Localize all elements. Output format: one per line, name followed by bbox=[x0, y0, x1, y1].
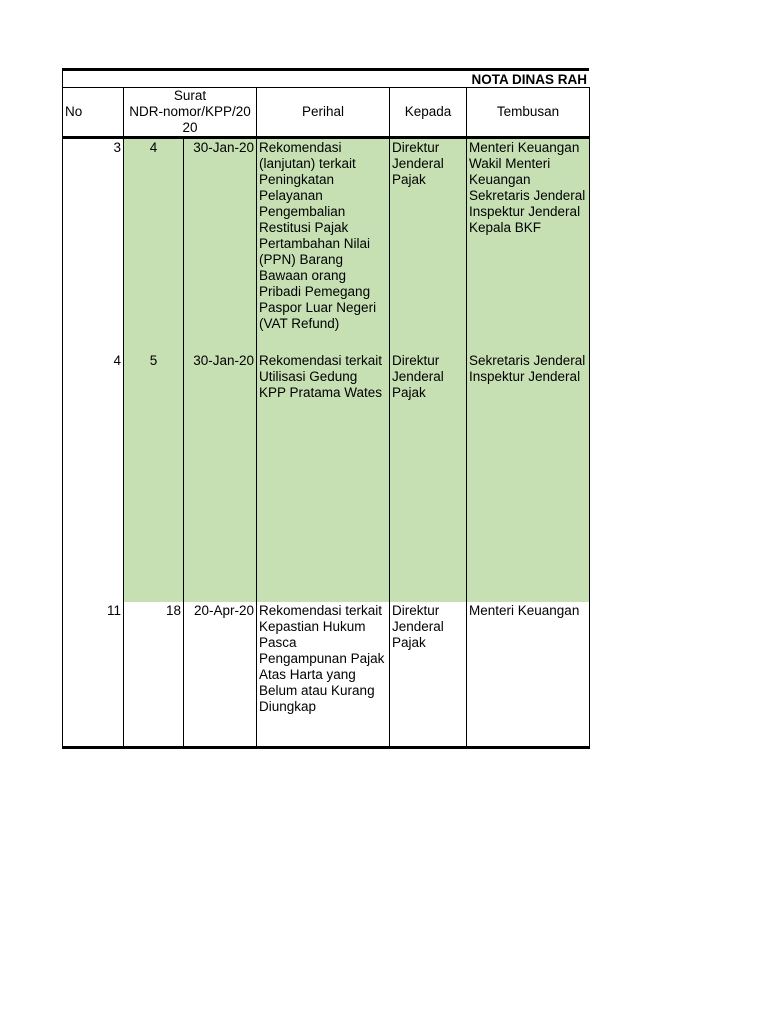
table-row bbox=[63, 138, 590, 352]
header-no[interactable]: No bbox=[63, 88, 124, 138]
cell-perihal[interactable]: Rekomendasi (lanjutan) terkait Peningkatan Pelayanan Pengembalian Restitusi Pajak Pertambahan Nilai (PPN) Barang Bawaan orang Pribadi Pemegang Paspor Luar Negeri (VAT Refund) bbox=[257, 138, 390, 352]
cell-surat-no[interactable]: 18 bbox=[124, 602, 184, 748]
cell-perihal[interactable]: Rekomendasi terkait Kepastian Hukum Pasca Pengampunan Pajak Atas Harta yang Belum atau Kurang Diungkap bbox=[257, 602, 390, 748]
cell-surat-no[interactable]: 4 bbox=[124, 138, 184, 352]
nota-dinas-table bbox=[62, 87, 590, 749]
cell-no[interactable]: 4 bbox=[63, 352, 124, 602]
cell-kepada[interactable]: Direktur Jenderal Pajak bbox=[390, 352, 467, 602]
sheet-title: NOTA DINAS RAH bbox=[62, 68, 589, 87]
spreadsheet-page bbox=[62, 68, 590, 747]
table-row bbox=[63, 352, 590, 602]
cell-date[interactable]: 30-Jan-20 bbox=[184, 352, 257, 602]
header-kepada[interactable]: Kepada bbox=[390, 88, 467, 138]
header-perihal[interactable]: Perihal bbox=[257, 88, 390, 138]
cell-date[interactable]: 20-Apr-20 bbox=[184, 602, 257, 748]
header-row bbox=[63, 88, 590, 138]
cell-perihal[interactable]: Rekomendasi terkait Utilisasi Gedung KPP Pratama Wates bbox=[257, 352, 390, 602]
table-row bbox=[63, 602, 590, 748]
cell-surat-no[interactable]: 5 bbox=[124, 352, 184, 602]
cell-no[interactable]: 11 bbox=[63, 602, 124, 748]
cell-tembusan[interactable]: Menteri Keuangan Wakil Menteri Keuangan Sekretaris Jenderal Inspektur Jenderal Kepala BKF bbox=[467, 138, 590, 352]
cell-no[interactable]: 3 bbox=[63, 138, 124, 352]
cell-kepada[interactable]: Direktur Jenderal Pajak bbox=[390, 602, 467, 748]
cell-kepada[interactable]: Direktur Jenderal Pajak bbox=[390, 138, 467, 352]
header-tembusan[interactable]: Tembusan bbox=[467, 88, 590, 138]
cell-date[interactable]: 30-Jan-20 bbox=[184, 138, 257, 352]
cell-tembusan[interactable]: Sekretaris Jenderal Inspektur Jenderal bbox=[467, 352, 590, 602]
header-surat[interactable]: Surat NDR-nomor/KPP/20 20 bbox=[124, 88, 257, 138]
cell-tembusan[interactable]: Menteri Keuangan bbox=[467, 602, 590, 748]
